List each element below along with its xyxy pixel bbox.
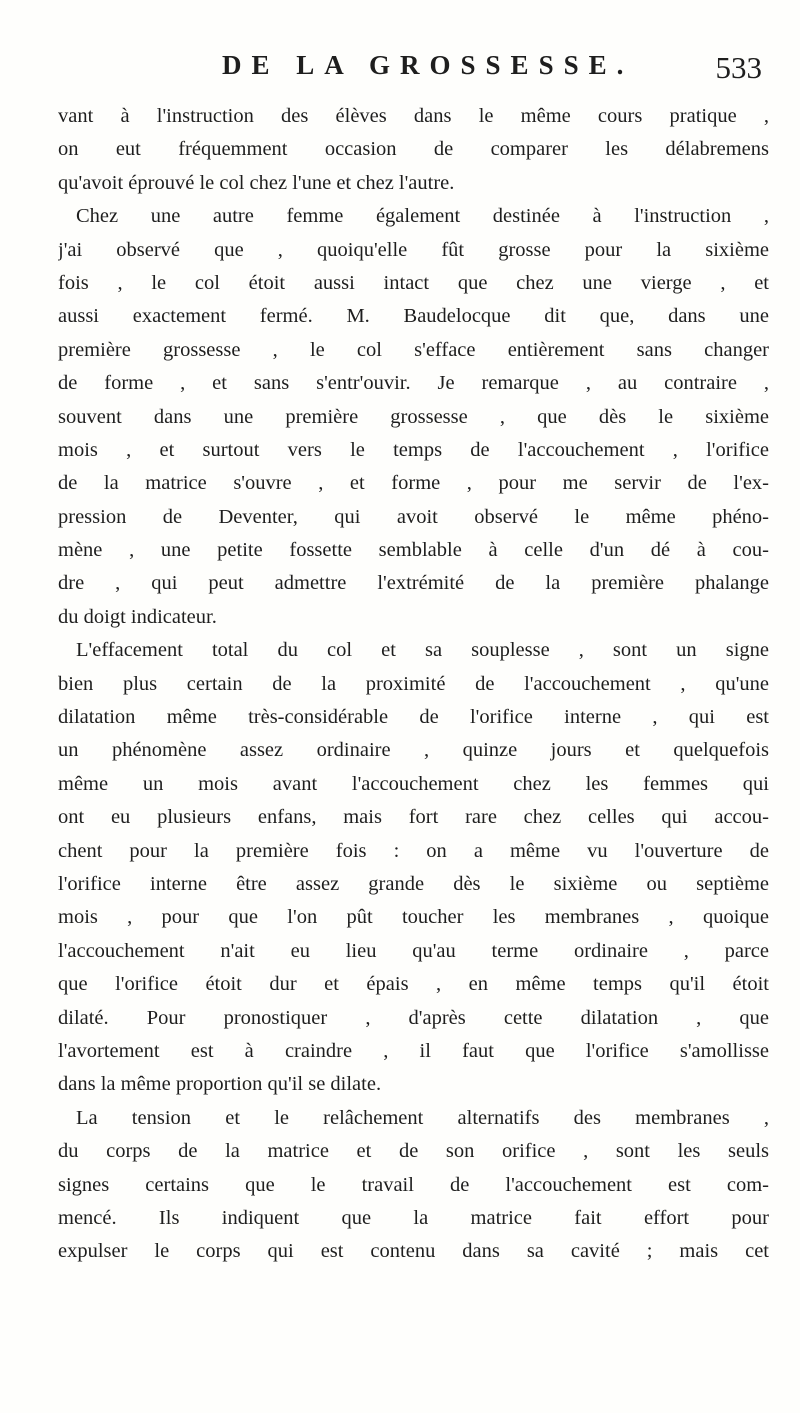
- running-head: [222, 50, 762, 90]
- text-line: fois , le col étoit aussi intact que chez une vierge , et: [58, 271, 769, 294]
- text-line: mois , pour que l'on pût toucher les membranes , quoique: [58, 906, 769, 929]
- text-line: l'orifice interne être assez grande dès le sixième ou septième: [58, 872, 769, 895]
- text-line: dilatation même très-considérable de l'orifice interne , qui est: [58, 706, 769, 729]
- text-line: mène , une petite fossette semblable à celle d'un dé à cou-: [58, 539, 769, 562]
- text-line: pression de Deventer, qui avoit observé le même phéno-: [58, 505, 769, 528]
- running-title: DE LA GROSSESSE.: [222, 50, 634, 80]
- text-line: vant à l'instruction des élèves dans le même cours pratique ,: [58, 105, 769, 127]
- text-line: qu'avoit éprouvé le col chez l'une et chez l'autre.: [58, 171, 455, 194]
- text-line: du doigt indicateur.: [58, 605, 217, 628]
- text-line: expulser le corps qui est contenu dans sa cavité ; mais cet: [58, 1240, 769, 1263]
- text-line: ont eu plusieurs enfans, mais fort rare chez celles qui accou-: [58, 806, 769, 829]
- text-line: l'avortement est à craindre , il faut que l'orifice s'amollisse: [58, 1039, 769, 1062]
- text-line: L'effacement total du col et sa souplesse , sont un signe: [76, 639, 769, 662]
- text-line: un phénomène assez ordinaire , quinze jours et quelquefois: [58, 739, 769, 762]
- text-line: souvent dans une première grossesse , que dès le sixième: [58, 405, 769, 428]
- body-text: [58, 100, 769, 1269]
- text-line: même un mois avant l'accouchement chez les femmes qui: [58, 772, 769, 795]
- text-line: l'accouchement n'ait eu lieu qu'au terme ordinaire , parce: [58, 939, 769, 962]
- text-line: dilaté. Pour pronostiquer , d'après cette dilatation , que: [58, 1006, 769, 1029]
- text-line: dans la même proportion qu'il se dilate.: [58, 1073, 382, 1096]
- text-line: Chez une autre femme également destinée à l'instruction ,: [76, 205, 769, 228]
- text-line: bien plus certain de la proximité de l'accouchement , qu'une: [58, 672, 769, 695]
- text-line: que l'orifice étoit dur et épais , en même temps qu'il étoit: [58, 973, 769, 996]
- text-line: première grossesse , le col s'efface entièrement sans changer: [58, 338, 769, 361]
- text-line: dre , qui peut admettre l'extrémité de la première phalange: [58, 572, 769, 595]
- text-line: La tension et le relâchement alternatifs des membranes ,: [76, 1106, 769, 1129]
- text-line: chent pour la première fois : on a même vu l'ouverture de: [58, 839, 769, 862]
- page-number: 533: [715, 50, 762, 85]
- text-line: du corps de la matrice et de son orifice , sont les seuls: [58, 1140, 769, 1163]
- text-line: signes certains que le travail de l'accouchement est com-: [58, 1173, 769, 1196]
- text-line: de la matrice s'ouvre , et forme , pour me servir de l'ex-: [58, 472, 769, 495]
- text-line: on eut fréquemment occasion de comparer les délabremens: [58, 138, 769, 161]
- text-line: mois , et surtout vers le temps de l'accouchement , l'orifice: [58, 438, 769, 461]
- text-line: de forme , et sans s'entr'ouvir. Je remarque , au contraire ,: [58, 372, 769, 395]
- text-line: mencé. Ils indiquent que la matrice fait effort pour: [58, 1206, 769, 1229]
- text-line: aussi exactement fermé. M. Baudelocque dit que, dans une: [58, 305, 769, 328]
- text-line: j'ai observé que , quoiqu'elle fût grosse pour la sixième: [58, 238, 769, 261]
